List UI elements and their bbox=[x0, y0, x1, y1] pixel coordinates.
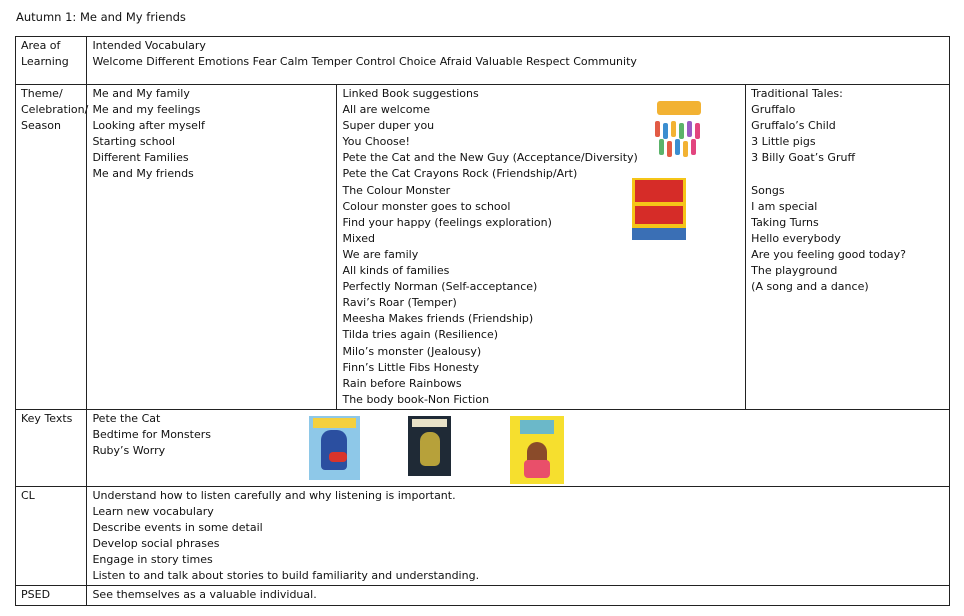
song-item: I am special bbox=[751, 199, 818, 213]
document-title: Autumn 1: Me and My friends bbox=[16, 10, 186, 24]
cl-label bbox=[16, 486, 87, 586]
key-texts-cell bbox=[87, 409, 950, 486]
tale-item: Gruffalo bbox=[751, 103, 796, 117]
book-item: The Colour Monster bbox=[342, 183, 451, 197]
psed-row bbox=[16, 586, 950, 605]
rubys-worry-cover-image bbox=[510, 416, 564, 484]
songs-heading: Songs bbox=[751, 183, 785, 197]
vocabulary-row bbox=[16, 37, 950, 85]
topic-item: Looking after myself bbox=[92, 119, 205, 133]
vocabulary-heading: Intended Vocabulary bbox=[92, 39, 206, 52]
psed-item: See themselves as a valuable individual. bbox=[92, 588, 317, 602]
label-line: Key Texts bbox=[21, 411, 73, 425]
book-item: Pete the Cat and the New Guy (Acceptance/Diversity) bbox=[342, 151, 638, 165]
theme-row-label bbox=[16, 85, 87, 410]
psed-cell bbox=[87, 586, 950, 605]
all-are-welcome-cover-image bbox=[649, 99, 709, 157]
label-line: CL bbox=[21, 488, 35, 502]
book-item: The body book-Non Fiction bbox=[342, 392, 490, 406]
vocabulary-row-label bbox=[16, 37, 87, 85]
you-choose-cover-image bbox=[632, 178, 686, 240]
book-item: Rain before Rainbows bbox=[342, 376, 462, 390]
topic-item: Me and My friends bbox=[92, 167, 194, 181]
cl-cell bbox=[87, 486, 950, 586]
label-line: PSED bbox=[21, 588, 51, 602]
song-item: Hello everybody bbox=[751, 231, 841, 245]
topic-item: Me and my feelings bbox=[92, 103, 201, 117]
song-item: (A song and a dance) bbox=[751, 280, 869, 294]
label-line: Season bbox=[21, 119, 61, 133]
key-text-item: Ruby’s Worry bbox=[92, 444, 166, 458]
book-item: Perfectly Norman (Self-acceptance) bbox=[342, 280, 538, 294]
key-texts-row bbox=[16, 409, 950, 486]
tales-songs-cell bbox=[746, 85, 950, 410]
vocabulary-cell bbox=[87, 37, 950, 85]
key-text-item: Pete the Cat bbox=[92, 411, 161, 425]
book-item: Finn’s Little Fibs Honesty bbox=[342, 360, 479, 374]
label-line: Learning bbox=[21, 55, 69, 69]
planning-table bbox=[15, 36, 950, 606]
tale-item: Gruffalo’s Child bbox=[751, 119, 836, 133]
topic-item: Starting school bbox=[92, 135, 176, 149]
key-texts-label bbox=[16, 409, 87, 486]
book-item: Find your happy (feelings exploration) bbox=[342, 215, 552, 229]
cl-item: Learn new vocabulary bbox=[92, 504, 214, 518]
bedtime-for-monsters-cover-image bbox=[408, 416, 451, 476]
song-item: The playground bbox=[751, 264, 838, 278]
cl-item: Engage in story times bbox=[92, 553, 213, 567]
tale-item: 3 Billy Goat’s Gruff bbox=[751, 151, 856, 165]
tales-heading: Traditional Tales: bbox=[751, 87, 843, 100]
linked-books-cell bbox=[337, 85, 746, 410]
book-item: You Choose! bbox=[342, 135, 410, 149]
vocabulary-words: Welcome Different Emotions Fear Calm Temper Control Choice Afraid Valuable Respect Community bbox=[92, 55, 637, 69]
label-line: Area of bbox=[21, 39, 61, 52]
book-item: Meesha Makes friends (Friendship) bbox=[342, 312, 534, 326]
cl-item: Understand how to listen carefully and why listening is important. bbox=[92, 488, 456, 502]
book-item: We are family bbox=[342, 247, 419, 261]
psed-label bbox=[16, 586, 87, 605]
topic-item: Me and My family bbox=[92, 87, 190, 100]
cl-item: Develop social phrases bbox=[92, 537, 220, 551]
tale-item: 3 Little pigs bbox=[751, 135, 816, 149]
book-item: Milo’s monster (Jealousy) bbox=[342, 344, 482, 358]
topic-item: Different Families bbox=[92, 151, 189, 165]
book-item: Pete the Cat Crayons Rock (Friendship/Art) bbox=[342, 167, 578, 181]
book-item: Super duper you bbox=[342, 119, 435, 133]
linked-books-heading: Linked Book suggestions bbox=[342, 87, 479, 100]
book-item: All are welcome bbox=[342, 103, 430, 117]
theme-topics-cell bbox=[87, 85, 337, 410]
label-line: Theme/ bbox=[21, 87, 63, 100]
book-item: Tilda tries again (Resilience) bbox=[342, 328, 499, 342]
song-item: Are you feeling good today? bbox=[751, 247, 906, 261]
book-item: Ravi’s Roar (Temper) bbox=[342, 296, 457, 310]
book-item: Colour monster goes to school bbox=[342, 199, 511, 213]
label-line: Celebration/ bbox=[21, 103, 89, 117]
key-text-item: Bedtime for Monsters bbox=[92, 427, 211, 441]
pete-the-cat-cover-image bbox=[309, 416, 360, 480]
cl-item: Describe events in some detail bbox=[92, 521, 263, 535]
cl-item: Listen to and talk about stories to build familiarity and understanding. bbox=[92, 569, 480, 583]
book-item: Mixed bbox=[342, 231, 375, 245]
theme-row bbox=[16, 85, 950, 410]
song-item: Taking Turns bbox=[751, 215, 819, 229]
book-item: All kinds of families bbox=[342, 264, 450, 278]
cl-row bbox=[16, 486, 950, 586]
